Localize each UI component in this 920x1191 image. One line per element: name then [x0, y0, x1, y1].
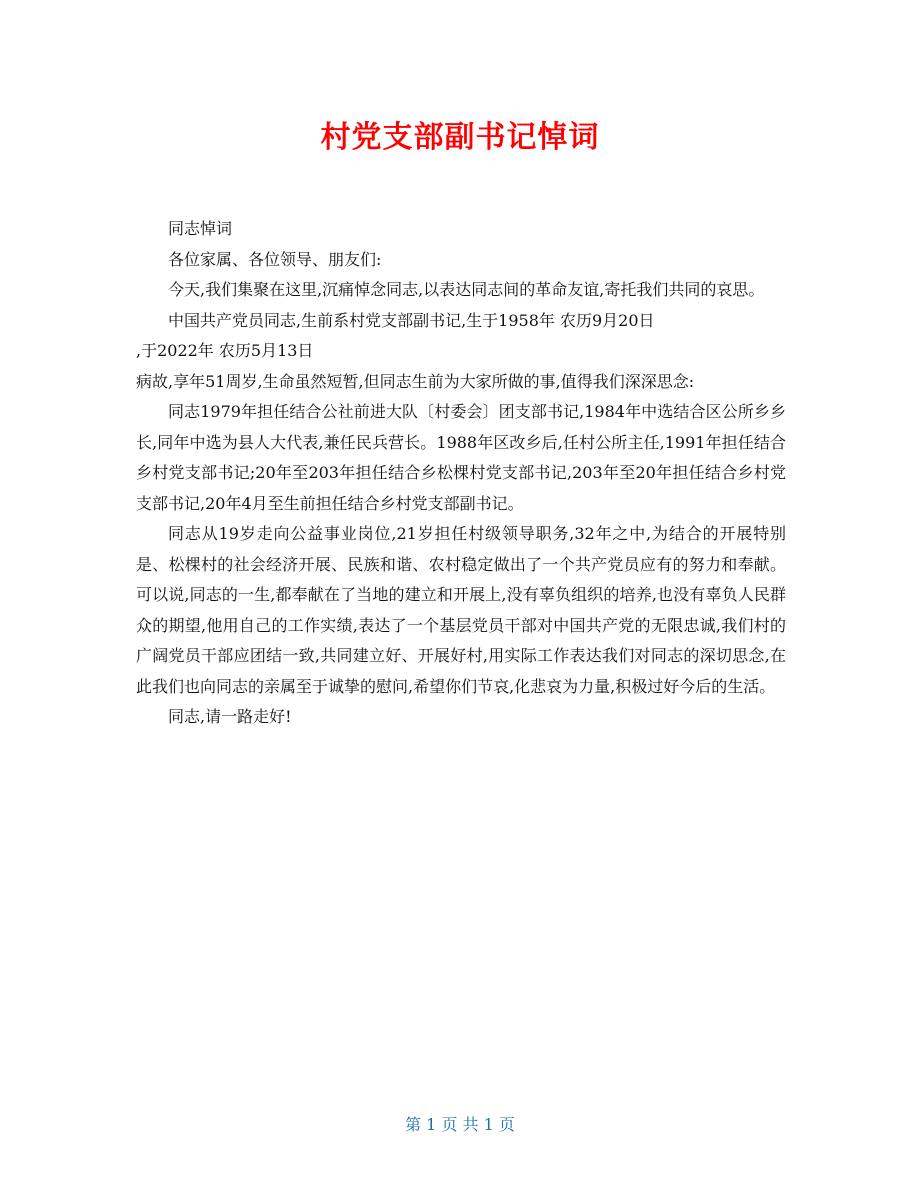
biography-line-2: ,于2022年 农历5月13日 — [136, 341, 314, 360]
paragraph-contributions: 同志从19岁走向公益事业岗位,21岁担任村级领导职务,32年之中,为结合的开展特别是、松棵村的社会经济开展、民族和谐、农村稳定做出了一个共产党员应有的努力和奉献。可以说,同志的一生,都奉献在了当地的建立和开展上,没有辜负组织的培养,也没有辜负人民群众的期望,他用自己的工作实绩,表达了一个基层党员干部对中国共产党的无限忠诚,我们村的广阔党员干部应团结一致,共同建立好、开展好村,用实际工作表达我们对同志的深切思念,在此我们也向同志的亲属至于诚挚的慰问,希望你们节哀,化悲哀为力量,积极过好今后的生活。 — [136, 524, 786, 696]
paragraph-biography — [136, 306, 786, 398]
eulogy-heading: 同志悼词 — [168, 219, 233, 238]
paragraph-opening: 今天,我们集聚在这里,沉痛悼念同志,以表达同志间的革命友谊,寄托我们共同的哀思。 — [168, 280, 765, 299]
paragraph-career: 同志1979年担任结合公社前进大队〔村委会〕团支部书记,1984年中选结合区公所乡乡长,同年中选为县人大代表,兼任民兵营长。1988年区改乡后,任村公所主任,1991年担任结合乡村党支部书记;20年至203年担任结合乡松棵村党支部书记,203年至20年担任结合乡村党支部书记,20年4月至生前担任结合乡村党支部副书记。 — [136, 402, 786, 513]
document-body — [136, 214, 786, 733]
salutation: 各位家属、各位领导、朋友们: — [168, 249, 382, 269]
biography-line-1: 中国共产党员同志,生前系村党支部副书记,生于1958年 农历9月20日 — [168, 310, 655, 330]
closing-line: 同志,请一路走好! — [168, 707, 292, 726]
document-title: 村党支部副书记悼词 — [320, 120, 600, 155]
page-number-footer: 第 1 页 共 1 页 — [405, 1115, 515, 1134]
biography-line-3: 病故,享年51周岁,生命虽然短暂,但同志生前为大家所做的事,值得我们深深思念: — [136, 371, 695, 391]
